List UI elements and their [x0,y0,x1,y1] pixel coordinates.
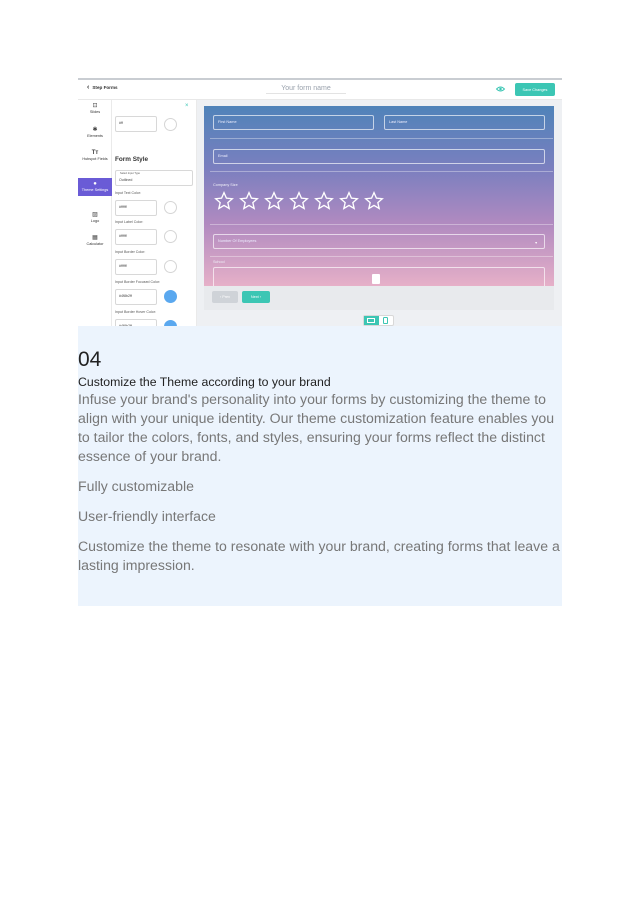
input-type-select[interactable] [115,170,193,186]
back-label: Step Forms [92,85,118,90]
divider [210,138,553,139]
nav-item-logo[interactable] [78,212,112,224]
border-color-swatch[interactable] [164,260,177,273]
puzzle-icon: ✱ [92,127,98,133]
slides-icon: ⊡ [92,103,98,109]
prev-label: Prev [222,295,231,299]
nav-label: Slides [89,110,101,114]
device-toggle [363,315,394,326]
form-name-input[interactable]: Your form name [266,85,346,94]
focused-color-field[interactable]: #4f8b2ff [115,289,157,305]
form-builder-screenshot [78,78,562,326]
first-name-input[interactable]: First Name [213,115,374,130]
palette-icon: ● [93,181,97,187]
star-rating[interactable] [214,191,384,211]
nav-item-theme-settings[interactable] [78,178,112,196]
focused-color-label: Input Border Focused Color: [115,280,161,284]
school-label: School [213,260,225,264]
nav-label: Logo [90,219,100,223]
divider [210,256,553,257]
top-bar [78,80,562,100]
divider [210,224,553,225]
calculator-icon: ▦ [92,235,98,241]
file-icon [372,274,380,284]
prev-button[interactable]: ‹ Prev [212,291,238,303]
label-color-label: Input Label Color: [115,220,144,224]
section-heading: Customize the Theme according to your brand [78,375,331,389]
text-color-label: Input Text Color: [115,191,142,195]
email-input[interactable]: Email [213,149,545,164]
nav-item-slides[interactable] [78,103,112,115]
last-name-input[interactable]: Last Name [384,115,545,130]
image-icon: ▨ [92,212,98,218]
feature-panel [78,326,562,606]
left-nav [78,100,112,326]
closing-text: Customize the theme to resonate with your brand, creating forms that leave a lasting impression. [78,538,560,573]
feature-item: Fully customizable [78,478,194,494]
star-icon[interactable] [289,191,309,211]
star-icon[interactable] [364,191,384,211]
back-button[interactable] [87,85,118,90]
star-icon[interactable] [264,191,284,211]
border-color-label: Input Border Color: [115,250,146,254]
hover-color-label: Input Border Hover Color: [115,310,156,314]
star-icon[interactable] [214,191,234,211]
label-color-swatch[interactable] [164,230,177,243]
focused-color-swatch[interactable] [164,290,177,303]
nav-label: Calculator [86,242,104,246]
mobile-view-button[interactable] [379,316,394,325]
section-number: 04 [78,348,102,371]
color-swatch[interactable] [164,118,177,131]
label-color-field[interactable]: #ffffff [115,229,157,245]
divider [210,171,553,172]
desktop-view-button[interactable] [364,316,379,325]
star-icon[interactable] [314,191,334,211]
input-type-label: Select Input Type [120,172,140,175]
next-label: Next [250,295,259,299]
save-changes-button[interactable]: Save Changes [515,83,555,96]
employees-label: Number Of Employees [218,239,257,243]
theme-settings-panel [112,100,197,326]
form-footer [204,286,554,310]
section-body: Infuse your brand's personality into your forms by customizing the theme to align with your unique identity. Our theme customization feature enables you to tailor the colors, fonts, and styles, ensuring your forms reflect the distinct essence of your brand. [78,391,555,464]
nav-item-calculator[interactable] [78,235,112,247]
dropdown-arrow-icon: ▾ [535,241,537,245]
nav-item-hubspot-fields[interactable] [78,150,112,162]
color-field[interactable]: #ff [115,116,157,132]
chevron-left-icon: ‹ [87,84,90,91]
nav-item-elements[interactable] [78,127,112,139]
star-icon[interactable] [239,191,259,211]
text-color-swatch[interactable] [164,201,177,214]
text-icon: Tт [91,150,99,156]
nav-label: Theme Settings [81,188,109,192]
close-icon[interactable]: × [185,103,189,109]
feature-item: User-friendly interface [78,508,216,524]
phone-icon [383,317,388,324]
next-button[interactable]: Next › [242,291,270,303]
eye-icon[interactable] [496,86,505,92]
employees-select[interactable] [213,234,545,249]
input-type-value: Outlined [119,178,133,182]
form-preview [204,106,554,286]
nav-label: Hubspot Fields [82,157,108,161]
form-style-title: Form Style [115,156,149,163]
border-color-field[interactable]: #ffffff [115,259,157,275]
nav-label: Elements [87,134,103,138]
star-icon[interactable] [339,191,359,211]
text-color-field[interactable]: #ffffff [115,200,157,216]
company-size-label: Company Size [213,183,238,187]
monitor-icon [367,318,375,324]
